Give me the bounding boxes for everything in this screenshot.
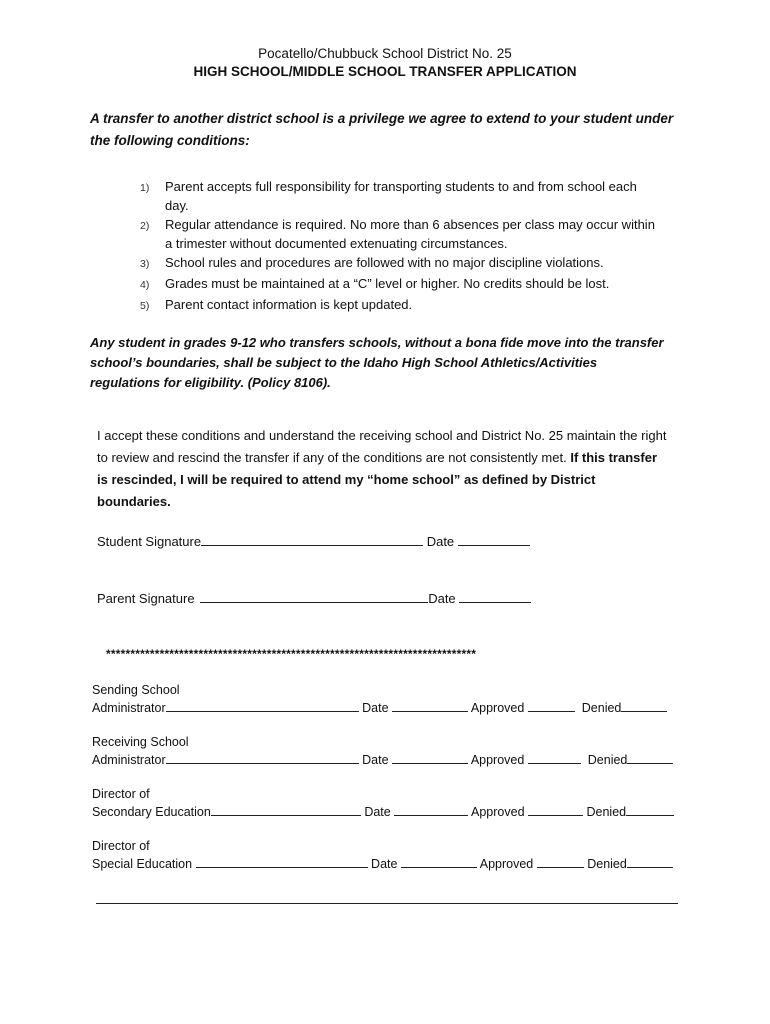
approved-field[interactable]	[528, 699, 575, 712]
date-label: Date	[428, 591, 456, 606]
admin-row-secondary	[92, 785, 674, 821]
signature-field[interactable]	[211, 803, 361, 816]
student-signature-row	[97, 533, 530, 549]
approved-label: Approved	[479, 857, 534, 871]
signature-field[interactable]	[166, 699, 359, 712]
approved-field[interactable]	[528, 803, 583, 816]
admin-title-line2: Special Education	[92, 857, 193, 871]
parent-signature-row	[97, 590, 531, 606]
date-label: Date	[362, 701, 389, 715]
approved-label: Approved	[470, 701, 525, 715]
acceptance-text: I accept these conditions and understand the receiving school and District No. 25 maintain the right to review and rescind the transfer if any of the conditions are not consistently met.	[97, 428, 667, 465]
date-label: Date	[371, 857, 398, 871]
admin-title-line2: Administrator	[92, 701, 166, 715]
bottom-rule	[96, 903, 678, 904]
intro-text: A transfer to another district school is a privilege we agree to extend to your student under the following conditions:	[90, 111, 674, 148]
admin-title-line1: Sending School	[92, 683, 180, 697]
denied-field[interactable]	[621, 699, 667, 712]
acceptance-bold-text: If this transfer is rescinded, I will be required to attend my “home school” as defined by District boundaries.	[97, 450, 658, 509]
athletics-rule: Any student in grades 9-12 who transfers schools, without a bona fide move into the transfer school’s boundaries, shall be subject to the Idaho High School Athletics/Activities regulations for eligibility. (Policy 8106).	[90, 335, 664, 390]
condition-item: 3) School rules and procedures are followed with no major discipline violations.	[140, 255, 604, 270]
denied-label: Denied	[587, 857, 627, 871]
student-date-field[interactable]	[458, 533, 530, 546]
student-signature-label: Student Signature	[97, 534, 202, 549]
condition-item: 4) Grades must be maintained at a “C” level or higher. No credits should be lost.	[140, 276, 610, 291]
admin-title-line1: Director of	[92, 839, 150, 853]
admin-title-line1: Director of	[92, 787, 150, 801]
condition-item: 2) Regular attendance is required. No more than 6 absences per class may occur within a trimester without documented extenuating circumstances.	[140, 217, 655, 251]
date-field[interactable]	[401, 855, 477, 868]
approved-label: Approved	[470, 753, 525, 767]
district-name: Pocatello/Chubbuck School District No. 25	[258, 46, 512, 61]
admin-title-line2: Secondary Education	[92, 805, 211, 819]
parent-signature-field[interactable]	[200, 590, 428, 603]
condition-item: 1) Parent accepts full responsibility for transporting students to and from school each day.	[140, 179, 637, 213]
condition-list	[140, 177, 660, 316]
denied-field[interactable]	[626, 803, 674, 816]
admin-row-receiving	[92, 733, 673, 769]
admin-row-special	[92, 837, 673, 873]
form-title: HIGH SCHOOL/MIDDLE SCHOOL TRANSFER APPLICATION	[193, 64, 577, 79]
admin-title-line2: Administrator	[92, 753, 166, 767]
date-field[interactable]	[394, 803, 468, 816]
separator: ****************************************************************************	[106, 647, 477, 661]
condition-item: 5) Parent contact information is kept updated.	[140, 297, 413, 312]
signature-field[interactable]	[196, 855, 368, 868]
date-label: Date	[426, 534, 455, 549]
admin-row-sending	[92, 681, 667, 717]
denied-label: Denied	[587, 753, 628, 767]
denied-field[interactable]	[627, 751, 673, 764]
denied-field[interactable]	[627, 855, 673, 868]
acceptance-statement	[97, 425, 667, 513]
student-signature-field[interactable]	[201, 533, 423, 546]
parent-date-field[interactable]	[459, 590, 531, 603]
approved-field[interactable]	[528, 751, 581, 764]
admin-title-line1: Receiving School	[92, 735, 189, 749]
date-field[interactable]	[392, 699, 468, 712]
approved-label: Approved	[471, 805, 525, 819]
denied-label: Denied	[586, 805, 627, 819]
date-field[interactable]	[392, 751, 468, 764]
approved-field[interactable]	[537, 855, 584, 868]
date-label: Date	[364, 805, 391, 819]
signature-field[interactable]	[166, 751, 359, 764]
parent-signature-label: Parent Signature	[97, 591, 195, 606]
date-label: Date	[362, 753, 389, 767]
denied-label: Denied	[581, 701, 622, 715]
